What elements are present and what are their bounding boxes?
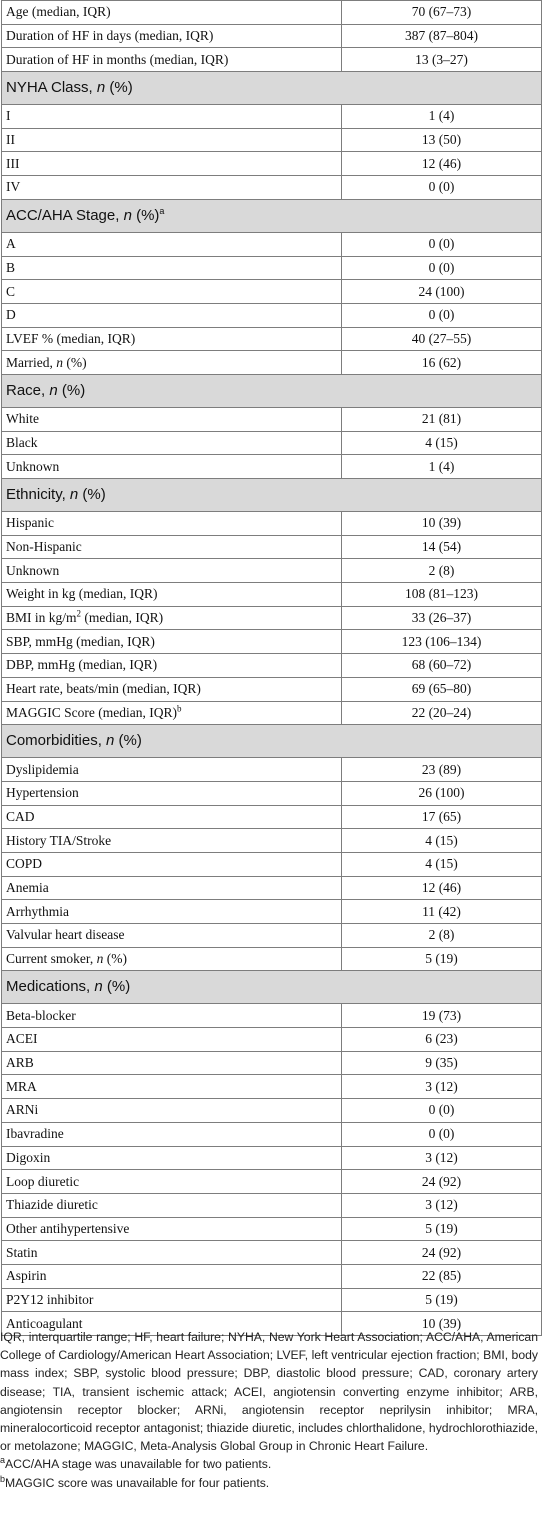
section-header-cell (2, 725, 542, 758)
row-label-cell (2, 128, 342, 152)
row-value-cell: 13 (50) (342, 128, 542, 152)
section-header-row (2, 725, 542, 758)
table-row (2, 1051, 542, 1075)
row-value-cell: 12 (46) (342, 876, 542, 900)
baseline-characteristics-table (1, 0, 542, 1336)
row-label-text: Hispanic (6, 515, 54, 531)
section-header-row (2, 971, 542, 1004)
row-value-cell: 19 (73) (342, 1004, 542, 1028)
row-label-text: History TIA/Stroke (6, 832, 112, 848)
table-subrow (2, 232, 542, 256)
row-label-cell (2, 654, 342, 678)
footnote-a-text: ACC/AHA stage was unavailable for two patients. (5, 1457, 272, 1472)
row-label-tail: (median, IQR) (81, 610, 164, 626)
row-label-cell (2, 105, 342, 129)
table-row (2, 829, 542, 853)
row-label-text: Ethnicity, (6, 486, 70, 503)
row-label-text: Hypertension (6, 785, 79, 801)
row-label-cell (2, 758, 342, 782)
table-row (2, 48, 542, 72)
row-value-cell: 5 (19) (342, 1288, 542, 1312)
section-header-cell (2, 971, 542, 1004)
table-subrow (2, 128, 542, 152)
row-label-n-symbol: n (106, 732, 115, 750)
row-value-cell: 12 (46) (342, 152, 542, 176)
table-row (2, 1217, 542, 1241)
row-label-cell (2, 606, 342, 630)
row-label-cell (2, 327, 342, 351)
table-row (2, 1170, 542, 1194)
table-subrow (2, 280, 542, 304)
table-row (2, 1028, 542, 1052)
row-label-cell (2, 805, 342, 829)
section-header-cell (2, 374, 542, 407)
table-row (2, 654, 542, 678)
row-value-cell: 0 (0) (342, 232, 542, 256)
row-label-cell (2, 1122, 342, 1146)
row-label-text: ACC/AHA Stage, (6, 206, 124, 224)
row-label-n-symbol: n (56, 354, 63, 370)
row-label-n-symbol: n (49, 381, 58, 399)
table-row (2, 947, 542, 971)
table-subrow (2, 455, 542, 479)
row-label-text: II (6, 132, 15, 148)
row-label-cell (2, 1075, 342, 1099)
table-row (2, 924, 542, 948)
row-label-text: SBP, mmHg (median, IQR) (6, 633, 155, 649)
row-value-cell: 3 (12) (342, 1146, 542, 1170)
table-footnotes (0, 1328, 538, 1492)
row-label-tail: (%) (131, 206, 160, 224)
footnote-a (0, 1455, 538, 1473)
section-header-row (2, 199, 542, 232)
row-label-text: Duration of HF in months (median, IQR) (6, 51, 229, 67)
row-label-tail: (%) (102, 978, 131, 996)
row-label-text: Aspirin (6, 1268, 47, 1284)
row-label-text: LVEF % (median, IQR) (6, 330, 136, 346)
row-value-cell: 9 (35) (342, 1051, 542, 1075)
row-label-text: Married, (6, 354, 57, 370)
row-value-cell: 17 (65) (342, 805, 542, 829)
footnote-a-marker: a (0, 1455, 6, 1466)
row-label-cell (2, 630, 342, 654)
table-row (2, 1193, 542, 1217)
row-value-cell: 14 (54) (342, 535, 542, 559)
row-label-cell (2, 701, 342, 725)
table-row (2, 630, 542, 654)
row-value-cell: 13 (3–27) (342, 48, 542, 72)
row-label-cell (2, 852, 342, 876)
row-label-cell (2, 303, 342, 327)
row-label-cell (2, 1241, 342, 1265)
row-value-cell: 0 (0) (342, 1099, 542, 1123)
row-label-cell (2, 1264, 342, 1288)
table-subrow (2, 176, 542, 200)
row-label-text: CAD (6, 808, 35, 824)
table-row (2, 327, 542, 351)
row-value-cell: 0 (0) (342, 256, 542, 280)
row-label-n-symbol: n (96, 79, 106, 97)
row-value-cell: 6 (23) (342, 1028, 542, 1052)
row-label-text: Race, (6, 381, 50, 399)
row-label-cell (2, 24, 342, 48)
row-value-cell: 10 (39) (342, 1312, 542, 1336)
row-label-superscript: b (176, 703, 182, 714)
row-label-text: Dyslipidemia (6, 761, 79, 777)
table-row (2, 351, 542, 375)
table-row (2, 1241, 542, 1265)
row-label-text: C (6, 283, 16, 299)
row-label-text: Unknown (6, 562, 60, 578)
row-label-text: Statin (6, 1244, 38, 1260)
row-value-cell: 70 (67–73) (342, 1, 542, 25)
row-value-cell: 2 (8) (342, 924, 542, 948)
row-label-text: Beta-blocker (6, 1007, 76, 1023)
row-label-text: ARB (6, 1055, 34, 1071)
table-row (2, 1122, 542, 1146)
row-label-text: ACEI (6, 1031, 38, 1047)
row-label-text: Thiazide diuretic (6, 1197, 98, 1213)
row-label-text: White (6, 411, 39, 427)
row-label-cell (2, 48, 342, 72)
row-label-text: Ibavradine (6, 1126, 64, 1142)
section-header-row (2, 72, 542, 105)
row-value-cell: 11 (42) (342, 900, 542, 924)
section-header-row (2, 374, 542, 407)
table-row (2, 1146, 542, 1170)
row-label-cell (2, 559, 342, 583)
row-value-cell: 387 (87–804) (342, 24, 542, 48)
row-label-text: Age (median, IQR) (6, 4, 111, 20)
row-label-cell (2, 947, 342, 971)
table-subrow (2, 407, 542, 431)
table-row (2, 606, 542, 630)
row-label-cell (2, 351, 342, 375)
row-label-text: Comorbidities, (6, 732, 107, 750)
row-label-text: MRA (6, 1078, 37, 1094)
row-label-cell (2, 1028, 342, 1052)
table-row (2, 583, 542, 607)
row-label-cell (2, 924, 342, 948)
table-row (2, 781, 542, 805)
row-value-cell: 16 (62) (342, 351, 542, 375)
row-value-cell: 3 (12) (342, 1075, 542, 1099)
table-row (2, 1004, 542, 1028)
row-label-cell (2, 535, 342, 559)
row-label-text: D (6, 307, 16, 323)
row-label-text: A (6, 236, 16, 252)
row-label-text: Medications, (6, 978, 95, 996)
row-label-tail: (%) (78, 486, 106, 503)
table-row (2, 677, 542, 701)
row-value-cell: 4 (15) (342, 829, 542, 853)
row-label-text: DBP, mmHg (median, IQR) (6, 657, 158, 673)
row-value-cell: 24 (100) (342, 280, 542, 304)
row-value-cell: 123 (106–134) (342, 630, 542, 654)
row-label-text: IV (6, 179, 21, 195)
row-value-cell: 108 (81–123) (342, 583, 542, 607)
row-label-n-symbol: n (96, 951, 104, 967)
row-label-cell (2, 583, 342, 607)
row-label-text: NYHA Class, (6, 79, 97, 97)
row-value-cell: 0 (0) (342, 303, 542, 327)
table-row (2, 758, 542, 782)
row-label-n-symbol: n (94, 978, 103, 996)
row-value-cell: 5 (19) (342, 1217, 542, 1241)
row-label-cell (2, 176, 342, 200)
row-label-text: Valvular heart disease (6, 927, 125, 943)
row-value-cell: 69 (65–80) (342, 677, 542, 701)
row-label-tail: (%) (105, 79, 133, 97)
row-label-text: Duration of HF in days (median, IQR) (6, 28, 214, 44)
row-label-text: Anemia (6, 879, 49, 895)
row-value-cell: 5 (19) (342, 947, 542, 971)
row-value-cell: 1 (4) (342, 455, 542, 479)
row-label-text: I (6, 108, 11, 124)
row-label-n-symbol: n (123, 206, 132, 224)
row-label-text: B (6, 259, 16, 275)
row-label-cell (2, 232, 342, 256)
row-value-cell: 2 (8) (342, 559, 542, 583)
row-label-text: Heart rate, beats/min (median, IQR) (6, 681, 201, 697)
row-label-tail: (%) (62, 354, 87, 370)
row-label-cell (2, 1170, 342, 1194)
table-row (2, 1, 542, 25)
row-label-text: Unknown (6, 458, 60, 474)
table-row (2, 24, 542, 48)
table-row (2, 900, 542, 924)
row-value-cell: 23 (89) (342, 758, 542, 782)
section-header-cell (2, 199, 542, 232)
abbreviations-footnote: IQR, interquartile range; HF, heart failure; NYHA, New York Heart Association; ACC/AHA, American College of Cardiology/American Heart Association; LVEF, left ventricular ejection fraction; BMI, body mass index; SBP, systolic blood pressure; DBP, diastolic blood pressure; CAD, coronary artery disease; TIA, transient ischemic attack; ACEI, angiotensin converting enzyme inhibitor; ARB, angiotensin receptor blocker; ARNi, angiotensin receptor neprilysin inhibitor; MRA, mineralocorticoid receptor antagonist; thiazide diuretic, includes chlorthalidone, hydrochlorothiazide, or metolazone; MAGGIC, Meta-Analysis Global Group in Chronic Heart Failure. (0, 1330, 538, 1454)
row-value-cell: 68 (60–72) (342, 654, 542, 678)
row-label-tail: (%) (57, 381, 86, 399)
row-value-cell: 1 (4) (342, 105, 542, 129)
row-value-cell: 26 (100) (342, 781, 542, 805)
row-label-cell (2, 781, 342, 805)
row-label-text: Current smoker, (6, 951, 97, 967)
table-row (2, 852, 542, 876)
row-value-cell: 22 (20–24) (342, 701, 542, 725)
table-subrow (2, 512, 542, 536)
row-label-cell (2, 512, 342, 536)
row-value-cell: 4 (15) (342, 431, 542, 455)
row-label-text: P2Y12 inhibitor (6, 1291, 94, 1307)
row-label-n-symbol: n (69, 486, 79, 503)
section-header-row (2, 479, 542, 512)
row-value-cell: 22 (85) (342, 1264, 542, 1288)
table-subrow (2, 303, 542, 327)
table-row (2, 1099, 542, 1123)
row-label-cell (2, 1288, 342, 1312)
row-label-cell (2, 829, 342, 853)
row-label-text: Weight in kg (median, IQR) (6, 586, 158, 602)
row-label-cell (2, 1217, 342, 1241)
row-label-cell (2, 152, 342, 176)
row-label-cell (2, 1193, 342, 1217)
row-label-cell (2, 1, 342, 25)
row-label-cell (2, 876, 342, 900)
row-value-cell: 24 (92) (342, 1170, 542, 1194)
row-value-cell: 10 (39) (342, 512, 542, 536)
row-label-cell (2, 407, 342, 431)
table-row (2, 1075, 542, 1099)
footnote-b-text: MAGGIC score was unavailable for four patients. (5, 1475, 270, 1490)
table-subrow (2, 105, 542, 129)
table-row (2, 701, 542, 725)
row-value-cell: 24 (92) (342, 1241, 542, 1265)
row-label-text: ARNi (6, 1102, 39, 1118)
row-value-cell: 3 (12) (342, 1193, 542, 1217)
row-value-cell: 0 (0) (342, 176, 542, 200)
row-label-text: Arrhythmia (6, 903, 69, 919)
table-row (2, 876, 542, 900)
row-label-cell (2, 900, 342, 924)
section-header-cell (2, 479, 542, 512)
row-label-cell (2, 1146, 342, 1170)
row-label-cell (2, 280, 342, 304)
table-subrow (2, 152, 542, 176)
table-subrow (2, 256, 542, 280)
row-label-text: III (6, 155, 20, 171)
row-label-superscript: 2 (76, 608, 82, 619)
row-label-cell (2, 431, 342, 455)
row-label-cell (2, 677, 342, 701)
row-label-cell (2, 455, 342, 479)
row-value-cell: 4 (15) (342, 852, 542, 876)
table-row (2, 805, 542, 829)
row-label-text: Loop diuretic (6, 1173, 80, 1189)
table-body (2, 1, 542, 1336)
footnote-b (0, 1474, 538, 1492)
row-label-tail: (%) (103, 951, 127, 967)
table-subrow (2, 535, 542, 559)
row-label-text: Non-Hispanic (6, 539, 82, 555)
row-label-tail: (%) (114, 732, 142, 750)
row-value-cell: 0 (0) (342, 1122, 542, 1146)
table-row (2, 1264, 542, 1288)
row-label-cell (2, 1051, 342, 1075)
row-label-cell (2, 1099, 342, 1123)
row-value-cell: 21 (81) (342, 407, 542, 431)
footnote-b-marker: b (0, 1473, 6, 1484)
table-row (2, 1288, 542, 1312)
row-label-text: Digoxin (6, 1149, 51, 1165)
row-label-text: MAGGIC Score (median, IQR) (6, 704, 177, 720)
row-value-cell: 40 (27–55) (342, 327, 542, 351)
row-label-cell (2, 1004, 342, 1028)
table-subrow (2, 431, 542, 455)
row-value-cell: 33 (26–37) (342, 606, 542, 630)
row-label-text: Black (6, 434, 38, 450)
row-label-text: Other antihypertensive (6, 1220, 130, 1236)
row-label-text: COPD (6, 856, 43, 872)
row-label-text: BMI in kg/m (6, 610, 77, 626)
row-label-cell (2, 256, 342, 280)
table-subrow (2, 559, 542, 583)
row-label-superscript: a (159, 205, 165, 216)
row-label-text: Anticoagulant (6, 1315, 83, 1331)
section-header-cell (2, 72, 542, 105)
